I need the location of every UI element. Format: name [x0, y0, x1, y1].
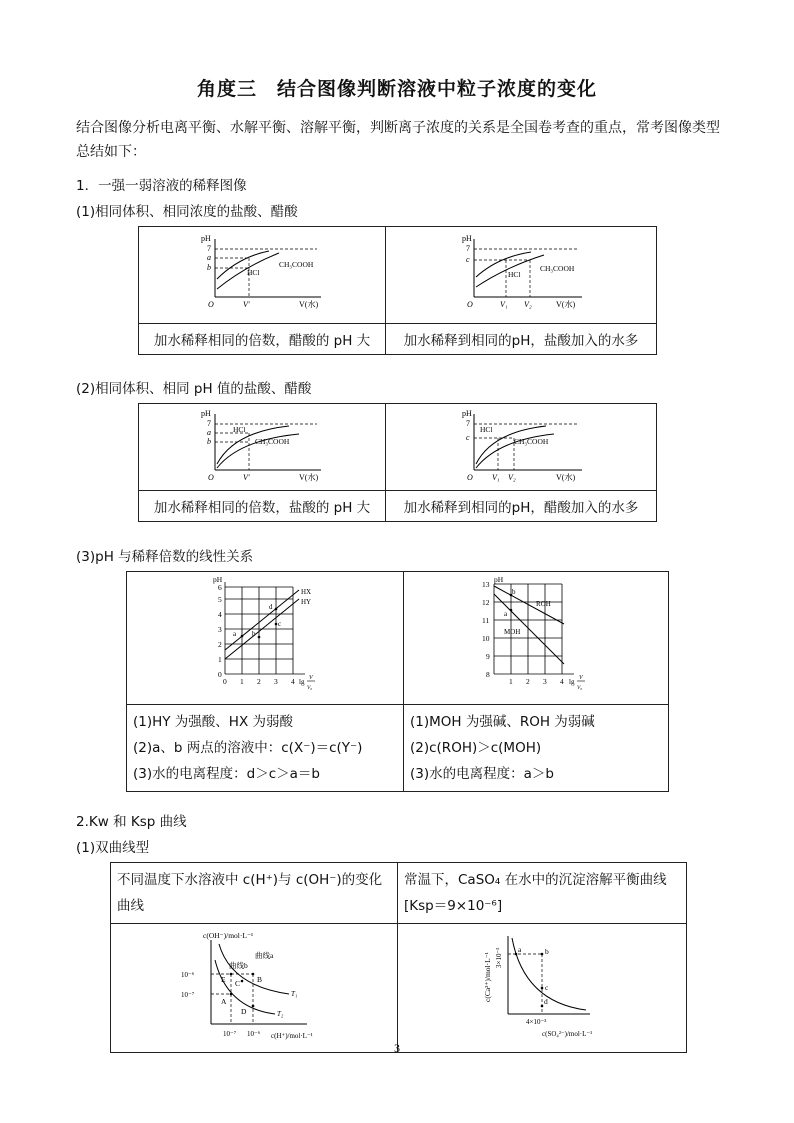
- axis-label: V(水): [299, 473, 319, 482]
- tick-label: 4: [218, 610, 222, 619]
- axis-label: lg: [569, 678, 575, 686]
- series-label: CH₃COOH: [514, 437, 549, 446]
- graph-base-linear: [404, 572, 668, 700]
- series-label: CH₃COOH: [255, 437, 290, 446]
- tick-label: 10⁻⁶: [181, 971, 195, 979]
- tick-label: 7: [466, 419, 470, 428]
- y-ticks: [482, 580, 490, 679]
- note-line: (3)水的电离程度：d＞c＞a＝b: [133, 766, 320, 782]
- series-label: HCl: [480, 425, 493, 434]
- section2-sub1-heading: (1)双曲线型: [76, 840, 150, 856]
- notes-cell: [404, 705, 669, 792]
- table-dilution-same-ph: [138, 403, 657, 522]
- note-line: (1)MOH 为强碱、ROH 为弱碱: [410, 714, 595, 730]
- tick-label: 2: [257, 677, 261, 686]
- axis-label: c(SO₄²⁻)/mol·L⁻¹: [542, 1030, 593, 1038]
- series-label: HCl: [233, 425, 246, 434]
- graph-ksp-curve: [398, 924, 686, 1048]
- right-header-line2: [Ksp＝9×10⁻⁶]: [404, 898, 503, 914]
- axis-label: pH: [494, 575, 504, 584]
- x-ticks: [223, 677, 295, 686]
- series-label: HY: [301, 598, 312, 606]
- point-label: d: [269, 603, 273, 611]
- tick-label: 10: [482, 634, 490, 643]
- sub3-heading: (3)pH 与稀释倍数的线性关系: [76, 549, 254, 565]
- caption: 加水稀释到相同的pH，醋酸加入的水多: [386, 491, 657, 522]
- tick-label: b: [207, 437, 211, 446]
- series-label: HCl: [247, 268, 260, 277]
- tick-label: 3×10⁻³: [495, 947, 503, 968]
- graph-cell: [139, 227, 386, 324]
- right-header-line1: 常温下，CaSO₄ 在水中的沉淀溶解平衡曲线: [404, 872, 667, 888]
- axis-label: pH: [462, 234, 472, 243]
- tick-label: 9: [486, 652, 490, 661]
- tick-label: 4: [291, 677, 295, 686]
- graph-cell: [404, 572, 669, 705]
- tick-label: 10⁻⁷: [223, 1030, 237, 1038]
- tick-label: V': [243, 300, 250, 309]
- sub1-heading: (1)相同体积、相同浓度的盐酸、醋酸: [76, 204, 298, 220]
- tick-label: V': [243, 473, 250, 482]
- series-label: HCl: [508, 270, 521, 279]
- tick-label: 3: [218, 625, 222, 634]
- series-label: MOH: [504, 628, 521, 636]
- point-label: b: [252, 630, 256, 638]
- origin-label: O: [467, 300, 473, 309]
- tick-label: 2: [526, 677, 530, 686]
- graph-same-conc-same-ratio: [139, 227, 385, 319]
- y-ticks: [218, 583, 222, 679]
- tick-label: V₂: [508, 473, 516, 482]
- caption: 加水稀释相同的倍数，盐酸的 pH 大: [139, 491, 386, 522]
- tick-label: 10⁻⁶: [247, 1030, 261, 1038]
- tick-label: 13: [482, 580, 490, 589]
- page-number: 3: [394, 1041, 400, 1055]
- point-label: d: [544, 997, 548, 1006]
- intro-paragraph: 结合图像分析电离平衡、水解平衡、溶解平衡，判断离子浓度的关系是全国卷考查的重点，常考图像类型总结如下：: [76, 120, 720, 160]
- tick-label: c: [466, 255, 470, 264]
- axis-label: pH: [462, 409, 472, 418]
- tick-label: 11: [482, 616, 490, 625]
- tick-label: 10⁻⁷: [181, 991, 195, 999]
- series-label: T₂: [277, 1010, 284, 1018]
- series-label: CH₃COOH: [279, 260, 314, 269]
- note-line: (1)HY 为强酸、HX 为弱酸: [133, 714, 294, 730]
- graph-same-ph-same-ph: [386, 404, 656, 486]
- curve-ksp: [512, 938, 586, 1010]
- origin-label: O: [467, 473, 473, 482]
- tick-label: 1: [509, 677, 513, 686]
- table-kw-ksp: [110, 862, 687, 1053]
- graph-cell: [386, 227, 657, 324]
- tick-label: 3: [543, 677, 547, 686]
- tick-label: 0: [223, 677, 227, 686]
- point-label: c: [278, 620, 282, 628]
- tick-label: V₁: [492, 473, 500, 482]
- graph-cell: [386, 404, 657, 491]
- tick-label: a: [207, 428, 211, 437]
- tick-label: V₁: [500, 300, 508, 309]
- graph-acid-linear: [127, 572, 403, 700]
- axis-label: lg: [299, 678, 305, 686]
- graph-cell: [139, 404, 386, 491]
- table-linear-dilution: [126, 571, 669, 792]
- tick-label: 12: [482, 598, 490, 607]
- left-header: 不同温度下水溶液中 c(H⁺)与 c(OH⁻)的变化曲线: [111, 863, 398, 924]
- axis-label: pH: [201, 234, 211, 243]
- origin-label: O: [208, 300, 214, 309]
- note-line: (3)水的电离程度：a＞b: [410, 766, 554, 782]
- sub2-heading: (2)相同体积、相同 pH 值的盐酸、醋酸: [76, 381, 312, 397]
- tick-label: 1: [240, 677, 244, 686]
- series-label: HX: [301, 588, 312, 596]
- point-label: b: [545, 947, 549, 956]
- axis-label: V(水): [299, 300, 319, 309]
- series-label: T₁: [291, 990, 298, 998]
- tick-label: 4×10⁻³: [526, 1018, 547, 1026]
- caption: 加水稀释相同的倍数，醋酸的 pH 大: [139, 324, 386, 355]
- caption: 加水稀释到相同的pH，盐酸加入的水多: [386, 324, 657, 355]
- note-line: (2)a、b 两点的溶液中：c(X⁻)＝c(Y⁻): [133, 740, 363, 756]
- section1-heading: 1．一强一弱溶液的稀释图像: [76, 178, 247, 194]
- series-label: CH₃COOH: [540, 264, 575, 273]
- axis-label: V: [579, 675, 583, 681]
- tick-label: 1: [218, 655, 222, 664]
- tick-label: 7: [466, 244, 470, 253]
- graph-kw-curves: [111, 924, 397, 1048]
- axis-label: V(水): [556, 473, 576, 482]
- point-label: C: [235, 979, 241, 988]
- point-label: A: [221, 997, 227, 1006]
- note-line: (2)c(ROH)＞c(MOH): [410, 740, 542, 756]
- axis-label: c(OH⁻)/mol·L⁻¹: [203, 931, 254, 940]
- point-label: c: [545, 983, 549, 992]
- tick-label: 8: [486, 670, 490, 679]
- graph-cell: [398, 924, 687, 1053]
- right-header: [398, 863, 687, 924]
- graph-cell: [127, 572, 404, 705]
- axis-label: c(Ca²⁺)/mol·L⁻¹: [483, 952, 492, 1002]
- tick-label: b: [207, 263, 211, 272]
- tick-label: 2: [218, 640, 222, 649]
- graph-same-ph-same-ratio: [139, 404, 385, 486]
- point-label: D: [241, 1007, 247, 1016]
- tick-label: V₂: [524, 300, 532, 309]
- point-label: a: [504, 610, 508, 618]
- series-label: 曲线a: [255, 951, 274, 960]
- axis-label: V(水): [556, 300, 576, 309]
- axis-label: c(H⁺)/mol·L⁻¹: [271, 1032, 313, 1040]
- tick-label: 6: [218, 583, 222, 592]
- tick-label: a: [207, 253, 211, 262]
- graph-cell: [111, 924, 398, 1053]
- point-label: a: [233, 630, 237, 638]
- series-label: ROH: [536, 600, 551, 608]
- tick-label: 3: [274, 677, 278, 686]
- tick-label: 4: [560, 677, 564, 686]
- axis-label: pH: [213, 575, 223, 584]
- origin-label: O: [208, 473, 214, 482]
- tick-label: 5: [218, 595, 222, 604]
- axis-label: pH: [201, 409, 211, 418]
- grid: [225, 582, 305, 674]
- point-label: B: [257, 975, 263, 984]
- point-label: E: [221, 975, 226, 984]
- section2-heading: 2.Kw 和 Ksp 曲线: [76, 814, 187, 830]
- table-dilution-same-concentration: [138, 226, 657, 355]
- tick-label: 0: [218, 670, 222, 679]
- axis-label: V: [309, 675, 313, 681]
- series-label: 曲线b: [229, 961, 248, 970]
- x-ticks: [509, 677, 564, 686]
- graph-same-conc-same-ph: [386, 227, 656, 319]
- notes-cell: [127, 705, 404, 792]
- axis-label: V₀: [307, 685, 313, 691]
- tick-label: 7: [207, 244, 211, 253]
- axis-label: V₀: [577, 685, 583, 691]
- point-label: a: [518, 945, 522, 954]
- tick-label: 7: [207, 419, 211, 428]
- page-title: 角度三 结合图像判断溶液中粒子浓度的变化: [196, 78, 597, 100]
- point-label: b: [512, 588, 516, 596]
- tick-label: c: [466, 433, 470, 442]
